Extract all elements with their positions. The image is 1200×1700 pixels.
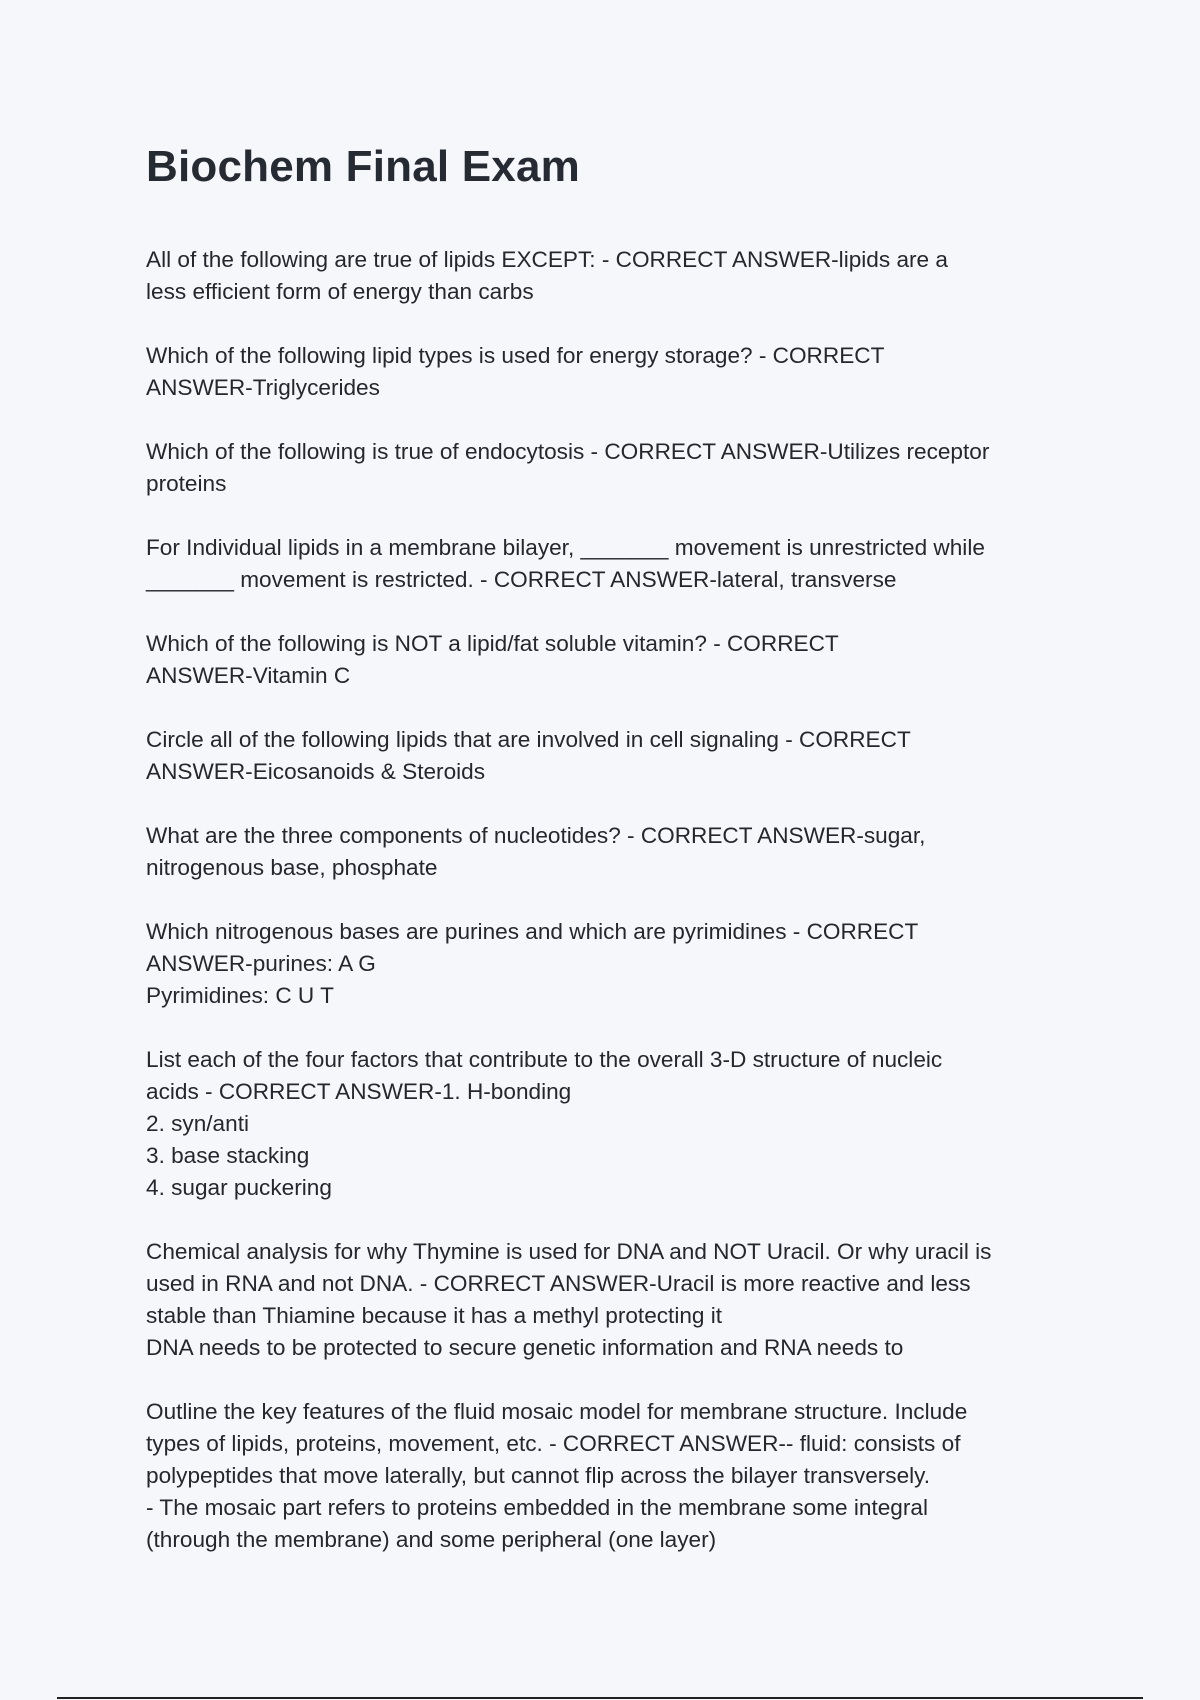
qa-line: proteins bbox=[146, 471, 227, 496]
qa-line: For Individual lipids in a membrane bilayer, _______ movement is unrestricted while bbox=[146, 535, 985, 560]
bottom-divider bbox=[57, 1697, 1143, 1699]
qa-line: acids - CORRECT ANSWER-1. H-bonding bbox=[146, 1079, 572, 1104]
qa-item bbox=[146, 244, 1066, 308]
qa-line: Outline the key features of the fluid mosaic model for membrane structure. Include bbox=[146, 1399, 968, 1424]
qa-item bbox=[146, 436, 1066, 500]
qa-item bbox=[146, 340, 1066, 404]
qa-item bbox=[146, 1044, 1066, 1204]
qa-line: What are the three components of nucleotides? - CORRECT ANSWER-sugar, bbox=[146, 823, 926, 848]
qa-line: Chemical analysis for why Thymine is used for DNA and NOT Uracil. Or why uracil is bbox=[146, 1239, 992, 1264]
qa-item bbox=[146, 532, 1066, 596]
qa-line: Which of the following is true of endocytosis - CORRECT ANSWER-Utilizes receptor bbox=[146, 439, 990, 464]
qa-item bbox=[146, 1236, 1066, 1364]
qa-line: - The mosaic part refers to proteins embedded in the membrane some integral bbox=[146, 1495, 928, 1520]
document-title: Biochem Final Exam bbox=[146, 142, 580, 191]
qa-line: nitrogenous base, phosphate bbox=[146, 855, 438, 880]
qa-list bbox=[146, 244, 1066, 1588]
qa-line: ANSWER-Triglycerides bbox=[146, 375, 380, 400]
qa-line: used in RNA and not DNA. - CORRECT ANSWER-Uracil is more reactive and less bbox=[146, 1271, 971, 1296]
qa-line: 2. syn/anti bbox=[146, 1111, 249, 1136]
qa-item bbox=[146, 916, 1066, 1012]
qa-item bbox=[146, 724, 1066, 788]
qa-line: Circle all of the following lipids that are involved in cell signaling - CORRECT bbox=[146, 727, 911, 752]
qa-line: Which nitrogenous bases are purines and which are pyrimidines - CORRECT bbox=[146, 919, 919, 944]
qa-item bbox=[146, 820, 1066, 884]
qa-line: _______ movement is restricted. - CORRECT ANSWER-lateral, transverse bbox=[146, 567, 897, 592]
qa-line: Pyrimidines: C U T bbox=[146, 983, 334, 1008]
qa-item bbox=[146, 1396, 1066, 1556]
qa-line: types of lipids, proteins, movement, etc. - CORRECT ANSWER-- fluid: consists of bbox=[146, 1431, 961, 1456]
qa-line: 4. sugar puckering bbox=[146, 1175, 332, 1200]
qa-item bbox=[146, 628, 1066, 692]
qa-line: polypeptides that move laterally, but cannot flip across the bilayer transversely. bbox=[146, 1463, 931, 1488]
qa-line: List each of the four factors that contribute to the overall 3-D structure of nucleic bbox=[146, 1047, 943, 1072]
qa-line: DNA needs to be protected to secure genetic information and RNA needs to bbox=[146, 1335, 904, 1360]
qa-line: stable than Thiamine because it has a methyl protecting it bbox=[146, 1303, 723, 1328]
qa-line: ANSWER-Eicosanoids & Steroids bbox=[146, 759, 486, 784]
qa-line: Which of the following lipid types is used for energy storage? - CORRECT bbox=[146, 343, 885, 368]
qa-line: ANSWER-Vitamin C bbox=[146, 663, 351, 688]
qa-line: (through the membrane) and some peripheral (one layer) bbox=[146, 1527, 717, 1552]
qa-line: ANSWER-purines: A G bbox=[146, 951, 376, 976]
qa-line: 3. base stacking bbox=[146, 1143, 310, 1168]
qa-line: Which of the following is NOT a lipid/fat soluble vitamin? - CORRECT bbox=[146, 631, 839, 656]
qa-line: less efficient form of energy than carbs bbox=[146, 279, 534, 304]
qa-line: All of the following are true of lipids EXCEPT: - CORRECT ANSWER-lipids are a bbox=[146, 247, 948, 272]
